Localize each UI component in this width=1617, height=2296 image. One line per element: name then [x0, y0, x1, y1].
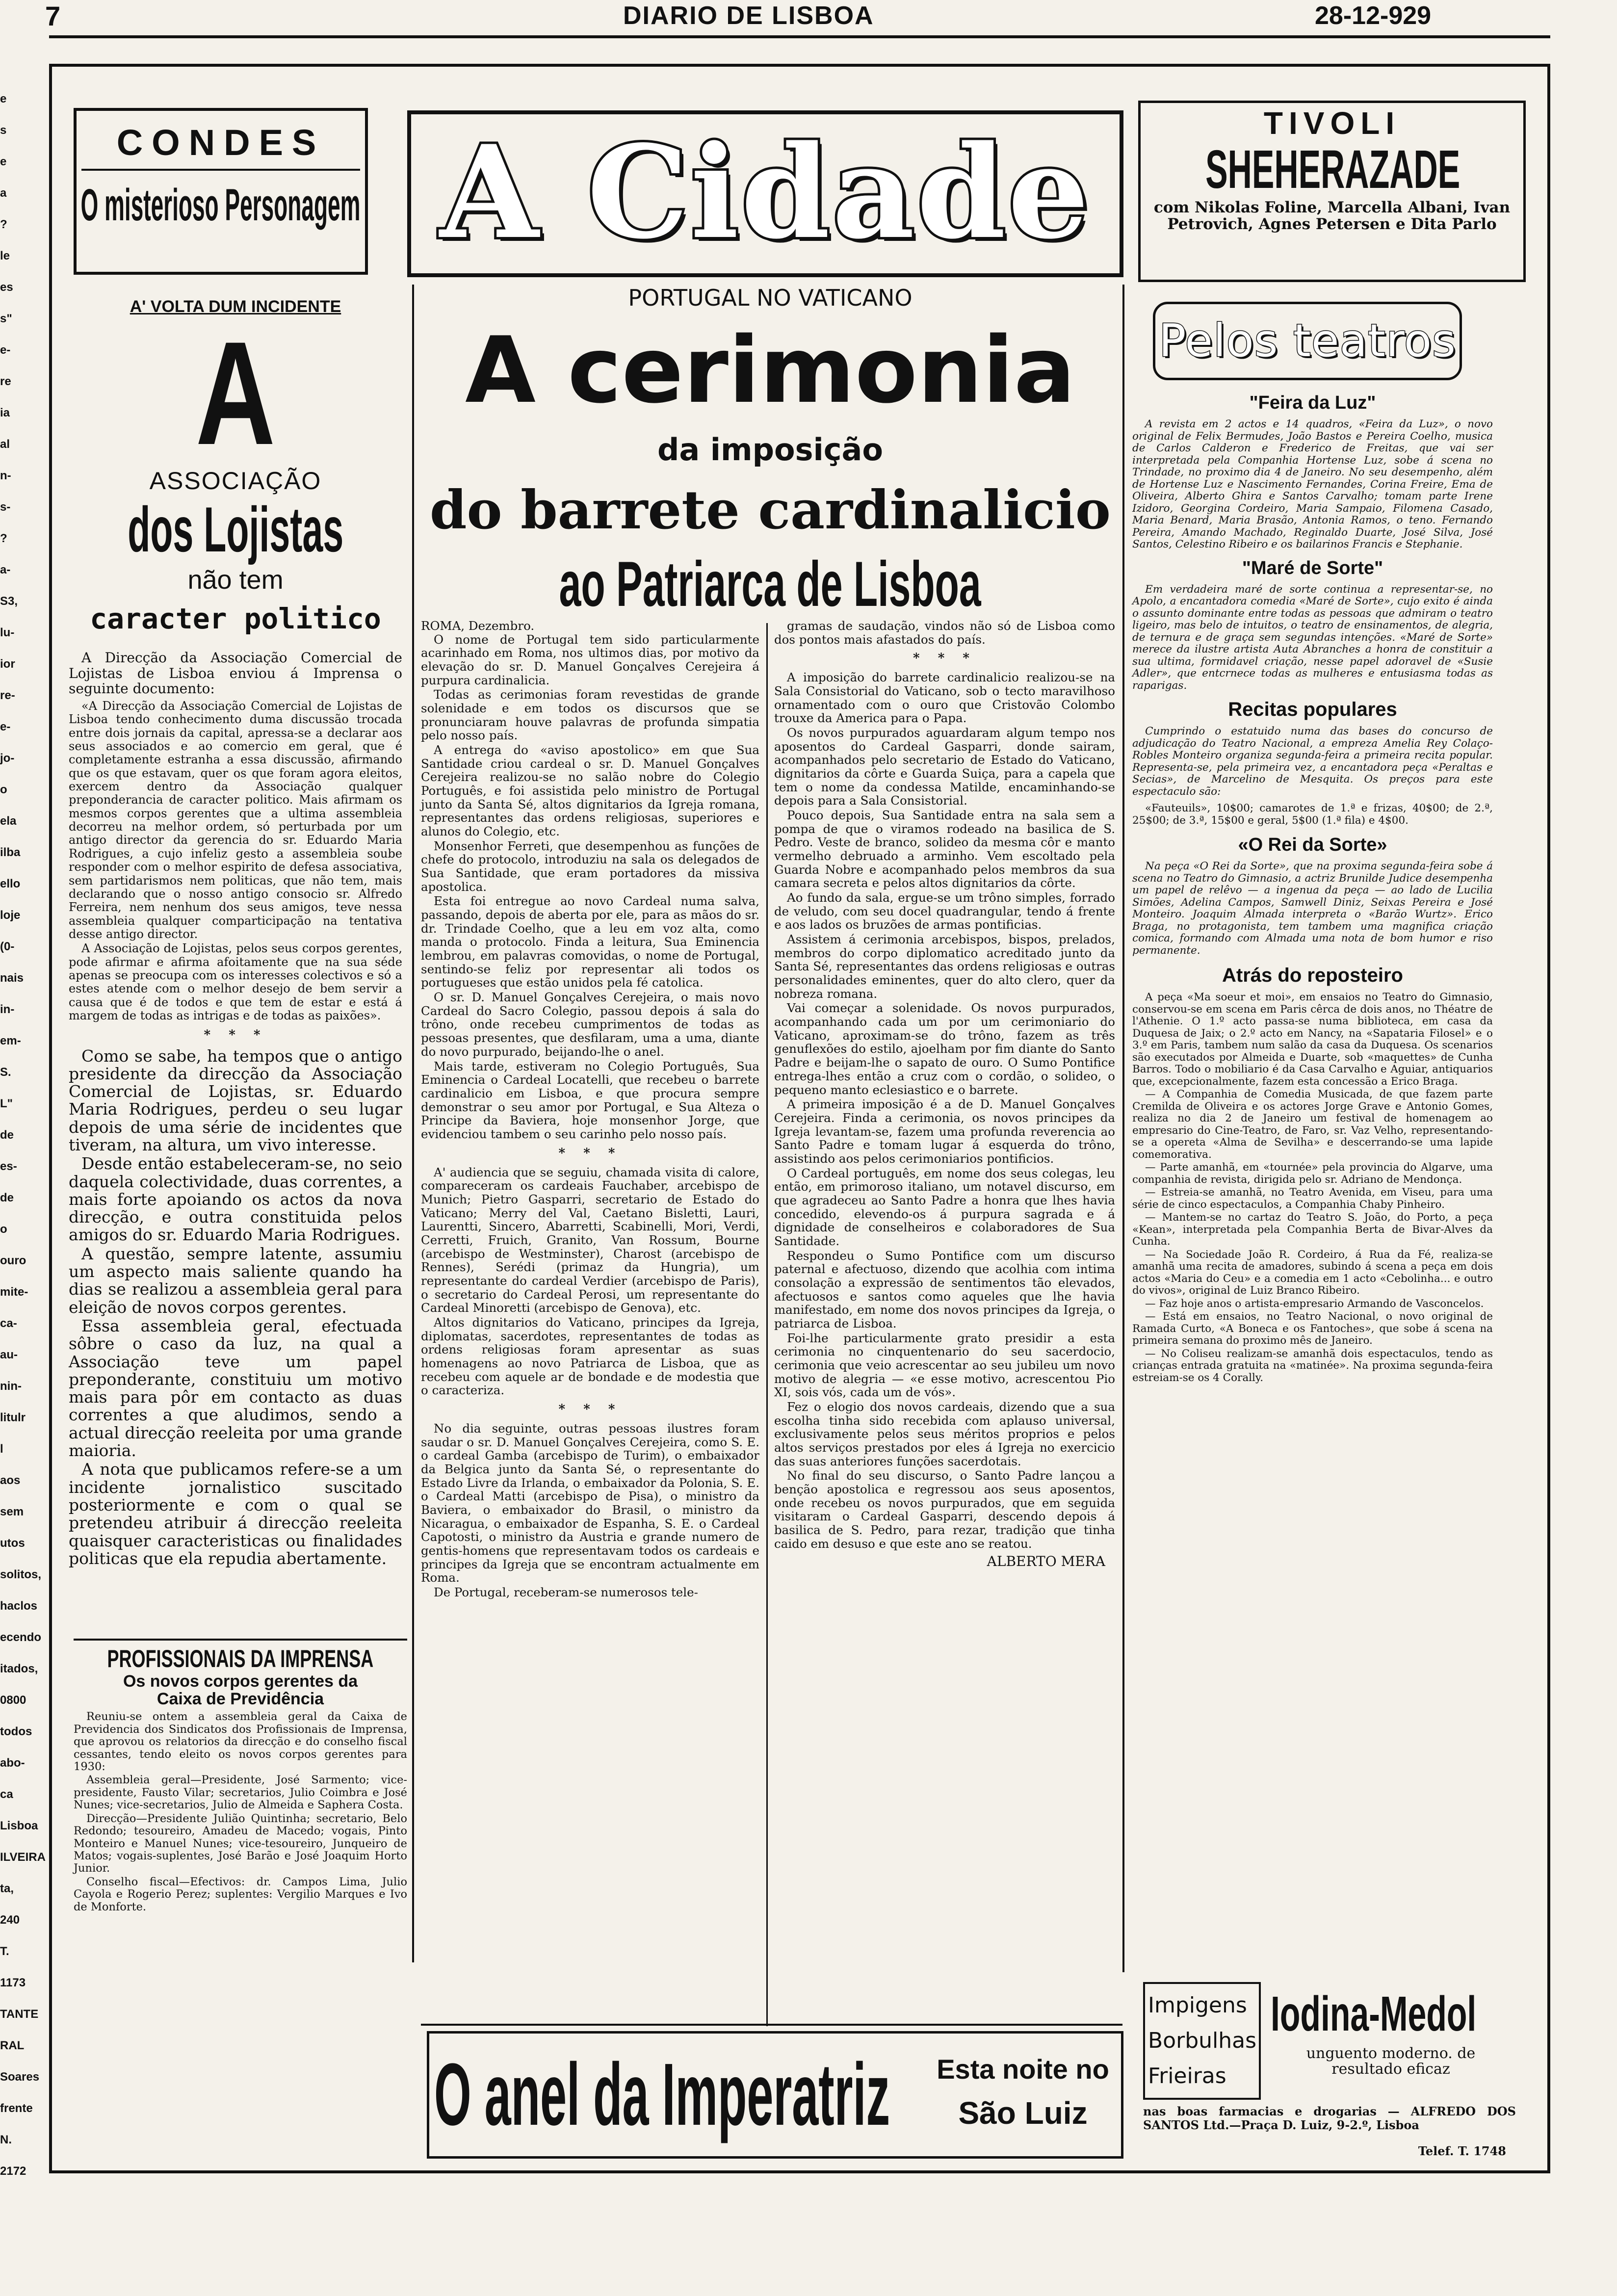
edge-fragment: es- [0, 1160, 17, 1173]
edge-fragment: ca- [0, 1317, 17, 1330]
column-rule-2 [766, 623, 768, 2026]
page-date: 28-12-929 [1315, 1, 1432, 30]
mare-de-sorte-title: "Maré de Sorte" [1242, 557, 1383, 578]
main-paragraph: De Portugal, receberam-se numerosos tele- [434, 1585, 698, 1600]
lojistas-quoted-text [69, 700, 402, 1023]
edge-fragment: sem [0, 1505, 24, 1518]
anel-title: O anel da Imperatriz [434, 2045, 890, 2144]
recitas-prices: «Fauteuils», 10$00; camarotes de 1.ª e frizas, 40$00; de 2.ª, 25$00; de 3.ª, 15$00 e geral, 5$00 (1.ª fila) e 4$00. [1132, 802, 1493, 827]
column-rule-3 [1122, 285, 1124, 1972]
edge-fragment: jo- [0, 752, 15, 765]
main-paragraph: Ao fundo da sala, ergue-se um trôno simples, forrado de veludo, com seu docel quadrangular, tendo á frente e aos lados os bruzões de armas pontificias. [774, 890, 1115, 932]
lojistas-line3: não tem [187, 565, 284, 595]
main-col-2 [774, 619, 1115, 2032]
impigens-list [1145, 1984, 1259, 2098]
main-col-1-text [421, 633, 759, 1141]
main-paragraph: Pouco depois, Sua Santidade entra na sala sem a pompa de que o viramos rodeado na basilica de S. Pedro. Veste de branco, solideo da mesma côr e manto vermelho debruado a arminho. Vem escoltado pela Guarda Nobre e acompanhado pelos membros da sua camara secreta e pelos altos dignitarios da côrte. [774, 808, 1115, 890]
profissionais-paragraph: Reuniu-se ontem a assembleia geral da Caixa de Previdencia dos Sindicatos dos Profissionais de Imprensa, que aprovou os relatorios da direcção e do conselho fiscal cessantes, tendo eleito os novos corpos gerentes para 1930: [74, 1710, 407, 1774]
profissionais-title: PROFISSIONAIS DA IMPRENSA [107, 1645, 374, 1672]
main-headline4: ao Patriarca de Lisboa [559, 548, 982, 620]
edge-fragment: ela [0, 814, 17, 828]
edge-fragment: itados, [0, 1662, 38, 1675]
main-paragraph: O sr. D. Manuel Gonçalves Cerejeira, o mais novo Cardeal do Sacro Colegio, passou depois á sala do trôno, onde recebeu cumprimentos de todas as pessoas presentes, que desfilaram, uma a uma, diante do novo purpurado, beijando-lhe o anel. [421, 990, 759, 1059]
main-col-2b-text [774, 671, 1115, 1550]
edge-fragment: al [0, 438, 10, 451]
impigens-item: Frieiras [1148, 2063, 1226, 2088]
edge-fragment: ta, 240 [0, 1882, 20, 1927]
main-paragraph: Todas as cerimonias foram revestidas de grande solenidade e em todos os discursos que se pronunciaram houve palavras de profunda simpatia pelo nosso país. [421, 687, 759, 743]
main-paragraph: Os novos purpurados aguardaram algum tempo nos aposentos do Cardeal Gasparri, donde sairam, acompanhados pelo secretario de Estado do Vaticano, dignitarios da côrte e Guarda Suiça, para a capela que tem o nome da condessa Matilde, encaminhando-se depois para a Sala Consistorial. [774, 726, 1115, 808]
edge-fragment: es [0, 281, 13, 294]
reposteiro-paragraph: — No Coliseu realizam-se amanhã dois espectaculos, tendo as crianças entrada gratuita na «matinée». Na proxima segunda-feira estreiam-se os 4 Corally. [1132, 1347, 1493, 1384]
main-paragraph: A primeira imposição é a de D. Manuel Gonçalves Cerejeira. Finda a cerimonia, os novos principes da Igreja levantam-se, fazem uma profunda reverencia ao Santo Padre e tomam lugar á esquerda do trôno, assistindo aos pelos cerimoniarios pontificios. [774, 1097, 1115, 1166]
main-kicker: PORTUGAL NO VATICANO [628, 285, 913, 311]
condes-title: CONDES [116, 122, 325, 163]
main-paragraph: Esta foi entregue ao novo Cardeal numa salva, passando, depois de aberta por ele, para as mãos do sr. dr. Trindade Coelho, que a leu em voz alta, como manda o protocolo. Finda a leitura, Sua Eminencia lembrou, em palavras comovidas, o nome de Portugal, sentindo-se feliz por representar ali todos os portugueses que estão unidos pela fé catolica. [421, 894, 759, 990]
feira-da-luz-title: "Feira da Luz" [1249, 392, 1376, 413]
edge-fragment: Lisboa [0, 1819, 38, 1832]
iodina-seller: nas boas farmacias e drogarias — ALFREDO DOS SANTOS Ltd.—Praça D. Luiz, 9-2.º, Lisboa [1143, 2104, 1516, 2133]
reposteiro-title: Atrás do reposteiro [1222, 965, 1403, 986]
edge-fragment: frente [0, 2102, 33, 2115]
column-rule-1 [412, 285, 414, 1962]
main-col-1b-text [421, 1166, 759, 1397]
profissionais-rule-top [74, 1639, 407, 1641]
edge-fragment: ca [0, 1788, 13, 1801]
main-paragraph: A entrega do «aviso apostolico» em que Sua Santidade criou cardeal o sr. D. Manuel Gonçalves Cerejeira realizou-se no salão nobre do Colegio Português, e foi assistida pelo ministro de Portugal junto da Santa Sé, altos dignitarios da Igreja romana, representantes das ordens religiosas, superiores e alunos do Colegio, etc. [421, 743, 759, 839]
main-col-1c-text [421, 1422, 759, 1599]
edge-fragment: litulr [0, 1411, 26, 1424]
profissionais-body [74, 1711, 407, 1913]
impigens-item: Impigens [1148, 1993, 1247, 2018]
lojistas-kicker: A' VOLTA DUM INCIDENTE [130, 297, 341, 316]
condes-film: O misterioso Personagem [80, 180, 361, 230]
main-stars-2: * * * [558, 1402, 622, 1417]
edge-fragment: nin- [0, 1380, 22, 1393]
main-col-1 [421, 619, 759, 2032]
lojistas-stars: * * * [204, 1027, 267, 1043]
bottom-ad-rule [421, 2024, 1122, 2026]
main-col-2-text [774, 619, 1115, 646]
main-paragraph: O nome de Portugal tem sido particularmente acarinhado em Roma, nos ultimos dias, por motivo da elevação do sr. D. Manuel Gonçalves Cerejeira á purpura cardinalicia. [421, 632, 759, 687]
edge-fragment: ILVEIRA [0, 1851, 46, 1864]
reposteiro-paragraph: — A Companhia de Comedia Musicada, de que fazem parte Cremilda de Oliveira e os actores Jorge Grave e Antonio Gomes, realiza no dia 2 de Janeiro um festival de homenagem ao empresario do Cine-Teatro, de Faro, sr. Vaz Velho, representando-se a opereta «Alma de Sevilha» e descerrando-se uma lapide comemorativa. [1132, 1088, 1493, 1161]
main-paragraph: Monsenhor Ferreti, que desempenhou as funções de chefe do protocolo, introduziu na sala os delegados de Sua Santidade, que eram portadores da missiva apostolica. [421, 838, 759, 894]
edge-fragment: T. 1173 [0, 1945, 26, 1989]
main-paragraph: Altos dignitarios do Vaticano, principes da Igreja, diplomatas, sacerdotes, representantes de todas as ordens religiosas foram apresentar as suas homenagens ao novo Patriarca de Lisboa, que as recebeu com aquele ar de bondade e de modestia que o caracteriza. [421, 1315, 759, 1398]
reposteiro-paragraph: — Estreia-se amanhã, no Teatro Avenida, em Viseu, para uma série de cinco espectaculos, a Companhia Chaby Pinheiro. [1132, 1186, 1493, 1211]
profissionais-subtitle: Os novos corpos gerentes da Caixa de Previdência [123, 1672, 358, 1708]
edge-fragment: todos [0, 1725, 32, 1738]
tivoli-title: TIVOLI [1263, 105, 1401, 141]
main-paragraph: gramas de saudação, vindos não só de Lisboa como dos pontos mais afastados do país. [774, 619, 1115, 647]
edge-fragment: e- [0, 720, 11, 733]
reposteiro-paragraph: — Está em ensaios, no Teatro Nacional, o novo original de Ramada Curto, «A Boneca e os Fantoches», que sobe á scena na primeira semana do proximo mês de Janeiro. [1132, 1310, 1493, 1347]
main-dateline: ROMA, Dezembro. [421, 619, 535, 633]
main-paragraph: Vai começar a solenidade. Os novos purpurados, acompanhando cada um por um cerimoniario do Vaticano, aproximam-se do trôno, fazem as três genuflexões do estilo, ajoelham por fim diante do Santo Padre e beijam-lhe o sapato de ouro. O Sumo Pontifice entrega-lhes então a cruz com o cordão, o solideo, o pequeno manto eclesiastico e o barrete. [774, 1001, 1115, 1097]
edge-fragment: solitos, [0, 1568, 42, 1581]
a-cidade-title: A Cidade [440, 118, 1091, 267]
impigens-item: Borbulhas [1148, 2028, 1257, 2053]
profissionais-paragraph: Assembleia geral—Presidente, José Sarmento; vice-presidente, Fausto Vilar; secretarios, Julio Coimbra e José Nunes; vice-secretarios, Julio de Almeida e Saphera Costa. [74, 1774, 407, 1812]
condes-rule [81, 169, 360, 171]
edge-fragment: loje [0, 909, 21, 922]
lojistas-paragraph: Desde então estabeleceram-se, no seio daquela colectividade, duas correntes, a mais forte apoiando os actos da nova direcção, e outra constituida pelos amigos do sr. Eduardo Maria Rodrigues. [69, 1154, 402, 1245]
main-paragraph: O Cardeal português, em nome dos seus colegas, leu então, em primoroso italiano, um notavel discurso, em que agradeceu ao Santo Padre a honra que lhes havia concedido, elevendo-os á purpura sagrada e á dignidade de conselheiros e colaboradores de Sua Santidade. [774, 1166, 1115, 1248]
edge-fragment: L" [0, 1097, 13, 1110]
main-stars-1: * * * [558, 1146, 622, 1161]
theatres-column [1132, 392, 1493, 1972]
edge-fragment: ecendo [0, 1631, 42, 1644]
edge-fragment: RAL [0, 2039, 25, 2052]
lojistas-commentary [69, 1047, 402, 1568]
lojistas-line2: dos Lojistas [128, 494, 343, 565]
lojistas-article [69, 294, 402, 1570]
lojistas-big-letter: A [195, 311, 276, 475]
recitas-title: Recitas populares [1228, 699, 1397, 720]
edge-fragment: Soares [0, 2070, 40, 2084]
edge-fragment: mite- [0, 1285, 28, 1299]
lojistas-paragraph: A Associação de Lojistas, pelos seus corpos gerentes, pode afirmar e afirma afoitamente que na sua séde apenas se preocupa com os interesses colectivos e só a estes atende com o melhor desejo de bem servir a causa que é de todos e que tem de estar e está á margem de todas as intrigas e de todas as paixões». [69, 941, 402, 1023]
condes-ad [74, 108, 368, 275]
edge-fragment: in- [0, 1003, 15, 1016]
edge-fragment: n- [0, 469, 11, 482]
edge-fragment: re- [0, 689, 15, 702]
main-paragraph: Assistem á cerimonia arcebispos, bispos, prelados, membros do corpo diplomatico acreditado junto da Santa Sé, representantes das ordens religiosas e outras personalidades eminentes, quer do alto clero, quer da nobreza romana. [774, 932, 1115, 1001]
edge-fragment: em- [0, 1034, 21, 1047]
masthead-rule [49, 35, 1550, 38]
edge-fragment: lu- [0, 626, 15, 639]
profissionais-paragraph: Conselho fiscal—Efectivos: dr. Campos Lima, Julio Cayola e Rogerio Perez; suplentes: Vergilio Marques e Ivo de Monforte. [74, 1875, 407, 1913]
edge-fragment: utos [0, 1537, 25, 1550]
tivoli-ad [1138, 101, 1526, 282]
edge-fragment: s- [0, 500, 11, 514]
pelos-teatros-title: Pelos teatros [1159, 314, 1456, 367]
mare-de-sorte-text: Em verdadeira maré de sorte continua a representar-se, no Apolo, a encantadora comedia «Maré de Sorte», cujo exito é ainda o assunto dominante entre todas as pessoas que admiram o teatro ligeiro, mas belo de intuitos, o teatro de ensinamentos, de alegria, de ternura e de graça sem segundas intenções. «Maré de Sorte» merece da ilustre artista Auta Abranches a honra de constituir a sua ultima, formidavel criação, nesse papel adoravel de «Susie Adler», que entcrnece todas as mulheres e entusiasma todas as raparigas. [1132, 583, 1493, 692]
edge-fragment: o [0, 1223, 7, 1236]
edge-fragment: (0- [0, 940, 15, 953]
main-paragraph: A imposição do barrete cardinalicio realizou-se na Sala Consistorial do Vaticano, sob o tecto maravilhoso ornamentado com o ouro que Cristovão Colombo trouxe da America para o Papa. [774, 670, 1115, 726]
main-headline1: A cerimonia [465, 317, 1075, 423]
edge-fragment: haclos [0, 1599, 38, 1613]
pelos-teatros-header [1153, 302, 1462, 380]
impigens-ad [1143, 1982, 1261, 2100]
iodina-phone: Telef. T. 1748 [1418, 2144, 1506, 2158]
reposteiro-paragraph: — Na Sociedade João R. Cordeiro, á Rua da Fé, realiza-se amanhã uma recita de amadores, subindo á scena a peça em dois actos «Maria do Ceu» e a comedia em 1 acto «Cebolinha... e outro do vivos», original de Luiz Branco Ribeiro. [1132, 1248, 1493, 1297]
main-headline3: do barrete cardinalicio [430, 479, 1111, 541]
reposteiro-paragraph: A peça «Ma soeur et moi», em ensaios no Teatro do Gimnasio, conservou-se em scena em Paris cêrca de dois anos, no Théatre de l'Athenie. O 1.º acto passa-se numa biblioteca, em casa da Duquesa de Jaix; o 2.º acto em Nancy, na «Sapataria Filosel» e o 3.º em Paris, tambem num salão da casa da Duquesa. Os scenarios são executados por Almeida e Duarte, sob «maquettes» de Cunha Barros. Todo o mobiliario é da Casa Carvalho e Aguiar, antiquarios que, excepcionalmente, fazem esta concessão a Erico Braga. [1132, 991, 1493, 1088]
recitas-text: Cumprindo o estatuido numa das bases do concurso de adjudicação do Teatro Nacional, a empreza Amelia Rey Colaço-Robles Monteiro organiza segunda-feira a primeira recita popular. Representa-se, pela primeira vez, a encantadora peça «Peraltas e Secias», de Marcelino de Mesquita. Os preços para este espectaculo são: [1132, 725, 1493, 798]
reposteiro-paragraph: — Faz hoje anos o artista-empresario Armando de Vasconcelos. [1145, 1297, 1484, 1310]
edge-fragment: a- [0, 563, 11, 576]
edge-fragment: e [0, 155, 7, 168]
edge-fragment: ouro [0, 1254, 26, 1267]
main-paragraph: A' audiencia que se seguiu, chamada visita di calore, compareceram os cardeais Fauchaber, arcebispo de Munich; Pietro Gasparri, secretario de Estado do Vaticano; Merry del Val, Caetano Bisletti, Lauri, Laurentti, Sincero, Abarretti, Scabinelli, Mori, Verdi, Cerretti, Fruich, Granito, Van Rossum, Bourne (arcebispo de Westminster), Charost (arcebispo de Rennes), Serédi (primaz da Hungria), um representante do cardeal Verdier (arcebispo de Paris), o secretario do Cardeal Perosi, um representante do Cardeal Minoretti (arcebispo de Genova), etc. [421, 1165, 759, 1315]
main-paragraph: Foi-lhe particularmente grato presidir a esta cerimonia no cinquentenario do seu sacerdocio, cerimonia que veio acrescentar ao seu jubileu um novo motivo de alegria — «e esse motivo, acrescentou Pio XI, sois vós, cada um de vós». [774, 1331, 1115, 1400]
a-cidade-banner [407, 110, 1123, 277]
edge-fragment: S3, [0, 595, 18, 608]
edge-fragment: de [0, 1191, 14, 1204]
main-paragraph: Mais tarde, estiveram no Colegio Português, Sua Eminencia o Cardeal Locatelli, que recebeu o barrete cardinalicio em Lisboa, e que procura sempre demonstrar o seu amor por Portugal, e Sua Alteza o Principe da Baviera, hoje monsenhor Jorge, que evidenciou tambem o seu carinho pelo nosso país. [421, 1059, 759, 1141]
reposteiro-body [1132, 991, 1493, 1384]
main-paragraph: No dia seguinte, outras pessoas ilustres foram saudar o sr. D. Manuel Gonçalves Cerejeira, como S. E. o cardeal Gamba (arcebispo de Turim), o embaixador da Belgica junto da Santa Sé, o representante do Estado Livre da Irlanda, o embaixador da Polonia, S. E. o Cardeal Matti (arcebispo de Pisa), o ministro da Baviera, o embaixador do Brasil, o ministro da Nicaragua, o embaixador de Espanha, S. E. o Cardeal Capotosti, o ministro da Austria e grande numero de gentis-homens que representavam todos os cardeais e principes da Igreja que se encontram actualmente em Roma. [421, 1421, 759, 1585]
edge-fragment: TANTE [0, 2008, 39, 2021]
profissionais-article [74, 1644, 407, 1963]
edge-fragment: o [0, 783, 7, 796]
edge-fragment: ? [0, 532, 7, 545]
lojistas-paragraph: A nota que publicamos refere-se a um incidente jornalistico suscitado posteriormente e com o qual se pretendeu atribuir á direcção reeleita quaisquer caracteristicas ou finalidades politicas que ela repudia abertamente. [69, 1460, 402, 1568]
edge-fragment: ia [0, 406, 10, 419]
page-number: 7 [45, 0, 61, 31]
main-paragraph: Respondeu o Sumo Pontifice com um discurso paternal e afectuoso, dizendo que acolhia com intima consolação a expressão de sentimentos tão elevados, afectuosos e santos como aqueles que lhe havia manifestado, em nome dos novos principes da Igreja, o patriarca de Lisboa. [774, 1248, 1115, 1331]
edge-fragment: 0800 [0, 1694, 26, 1707]
feira-da-luz-text: A revista em 2 actos e 14 quadros, «Feira da Luz», o novo original de Felix Bermudes, João Bastos e Pereira Coelho, musica de Carlos Calderon e Frederico de Freitas, que vai ser interpretada pela Companhia Hortense Luz, sobe á scena no Trindade, no proximo dia 4 de Janeiro. No seu desempenho, além de Hortense Luz e Nascimento Fernandes, Corina Freire, Ema de Oliveira, Alberto Ghira e Santos Carvalho; tomam parte Irene Izidoro, Georgina Cordeiro, Maria Sampaio, Filomena Casado, Maria Benard, Maria Brasão, Antonia Ramos, o teno. Fernando Pereira, Amando Machado, Reginaldo Duarte, José Silva, José Santos, Celestino Ribeiro e os bailarinos Francis e Stephanie. [1132, 418, 1493, 550]
edge-fragment: s [0, 124, 7, 137]
edge-fragment: ior [0, 657, 15, 671]
anel-ad [427, 2031, 1123, 2159]
main-stars-3: * * * [913, 651, 976, 666]
paper-name: DIARIO DE LISBOA [623, 1, 874, 30]
lojistas-paragraph: Como se sabe, ha tempos que o antigo presidente da direcção da Associação Comercial de Lojistas, sr. Eduardo Maria Rodrigues, perdeu o seu lugar depois de uma série de incidentes que tiveram, na altura, um vivo interesse. [69, 1046, 402, 1154]
main-paragraph: No final do seu discurso, o Santo Padre lançou a benção apostolica e regressou aos seus aposentos, onde recebeu os novos purpurados, que em seguida visitaram o Cardeal Gasparri, descendo depois á basilica de S. Pedro, para rezar, tradição que tinha caido em desuso e que este ano se reatou. [774, 1468, 1115, 1551]
edge-fragment: re [0, 375, 11, 388]
tivoli-cast: com Nikolas Foline, Marcella Albani, Ivan Petrovich, Agnes Petersen e Dita Parlo [1153, 199, 1511, 234]
edge-fragment: de [0, 1128, 14, 1142]
main-headline2: da imposição [657, 432, 883, 468]
edge-fragment: ello [0, 877, 21, 890]
main-signature: ALBERTO MERA [987, 1553, 1105, 1570]
rei-da-sorte-title: «O Rei da Sorte» [1238, 835, 1387, 855]
anel-where: São Luiz [958, 2095, 1088, 2131]
lojistas-paragraph: «A Direcção da Associação Comercial de Lojistas de Lisboa tendo conhecimento duma discussão trocada entre dois jornais da capital, apressa-se a declarar aos seus associados e ao comercio em geral, que é completamente estranha a essa discussão, afirmando que os que estavam, quer os que foram agora eleitos, exercem dentro da Associação qualquer preponderancia de caracter politico. Mais afirmam os mesmos corpos gerentes que a ultima assembleia decorreu na melhor ordem, só perturbada por um antigo director da gerencia do sr. Eduardo Maria Rodrigues, a cujo infeliz gesto a assembleia soube responder com o melhor espirito de defesa associativa, sem partidarismos nem politicas, que não tem, mais declarando que o nosso antigo consocio sr. Alfredo Ferreira, nem nenhum dos seus amigos, teve nessa assembleia qualquer comparticipação na tentativa desse antigo director. [69, 699, 402, 941]
iodina-text: unguento moderno. de resultado eficaz [1306, 2045, 1476, 2078]
iodina-title: Iodina-Medol [1271, 1986, 1477, 2041]
reposteiro-paragraph: — Parte amanhã, em «tournée» pela provincia do Algarve, uma companhia de revista, dirigida pelo sr. Adriano de Mendonça. [1132, 1161, 1493, 1186]
tivoli-film: SHEHERAZADE [1205, 139, 1461, 200]
lojistas-line4: caracter politico [90, 602, 381, 635]
edge-fragment: abo- [0, 1756, 25, 1770]
edge-fragment: ilba [0, 846, 21, 859]
edge-fragment: s" [0, 312, 12, 325]
lojistas-line1: ASSOCIAÇÃO [149, 467, 322, 495]
edge-fragment: e [0, 92, 7, 105]
edge-fragment: S. [0, 1066, 11, 1079]
lojistas-paragraph: A questão, sempre latente, assumiu um aspecto mais saliente quando ha dias se realizou a assembleia geral para eleição de novos corpos gerentes. [69, 1244, 402, 1317]
edge-fragment: nais [0, 971, 24, 985]
edge-fragment: e- [0, 343, 11, 357]
edge-fragment: a [0, 186, 7, 200]
main-paragraph: Fez o elogio dos novos cardeais, dizendo que a sua escolha tinha sido recebida com aplauso universal, exclusivamente pelos seus méritos proprios e pelos altos serviços prestados por eles á Igreja no exercicio das suas anteriores funções sacerdotais. [774, 1399, 1115, 1468]
profissionais-paragraph: Direcção—Presidente Julião Quintinha; secretario, Belo Redondo; tesoureiro, Amadeu de Macedo; vogais, Pinto Monteiro e Manuel Nunes; vice-tesoureiro, Junqueiro de Matos; vogais-suplentes, José Barão e José Joaquim Horto Junior. [74, 1812, 407, 1875]
anel-when: Esta noite no [937, 2054, 1109, 2085]
reposteiro-paragraph: — Mantem-se no cartaz do Teatro S. João, do Porto, a peça «Kean», interpretada pela Companhia Berta de Bivar-Alves da Cunha. [1132, 1211, 1493, 1248]
edge-fragment: N. 2172 [0, 2133, 26, 2178]
edge-fragment-list [0, 83, 46, 2187]
lojistas-paragraph: Essa assembleia geral, efectuada sôbre o caso da luz, na qual a Associação teve um papel preponderante, constituiu um motivo mais para pôr em contacto as duas correntes a que aludimos, sendo a actual direcção reeleita por uma grande maioria. [69, 1316, 402, 1461]
edge-fragments [0, 83, 46, 2208]
edge-fragment: le [0, 249, 10, 262]
edge-fragment: au- [0, 1348, 18, 1361]
edge-fragment: l aos [0, 1442, 21, 1487]
edge-fragment: ? [0, 218, 7, 231]
lojistas-lead: A Direcção da Associação Comercial de Lojistas de Lisboa enviou á Imprensa o seguinte documento: [69, 650, 402, 697]
rei-da-sorte-text: Na peça «O Rei da Sorte», que na proxima segunda-feira sobe á scena no Teatro do Gimnasio, a actriz Brunilde Judice desempenha um papel de relêvo — a ingenua da peça — ao lado de Lucilia Simões, Adelina Campos, Samwell Diniz, Seixas Pereira e José Monteiro. Joaquim Almada interpreta o «Barão Wurtz». Erico Braga, no protagonista, tem tambem uma magnifica criação comica, formando com Almada uma nota de bom humor e riso permanente. [1132, 860, 1493, 957]
